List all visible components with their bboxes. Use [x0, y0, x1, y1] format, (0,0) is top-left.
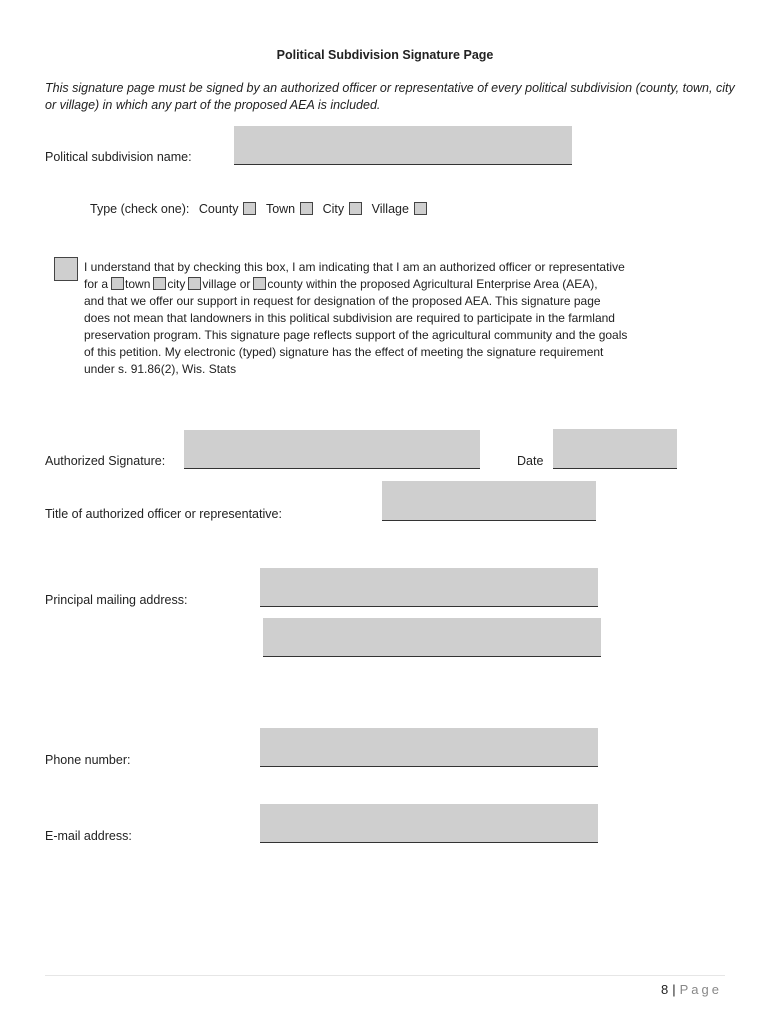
- date-field[interactable]: [553, 429, 677, 469]
- attestation-text: [84, 259, 674, 378]
- footer-divider: [45, 975, 725, 976]
- attestation-line-2: for a town city village or county within the proposed Agricultural Enterprise Area (AEA),: [84, 277, 598, 291]
- type-village-checkbox[interactable]: [414, 202, 427, 215]
- phone-field[interactable]: [260, 728, 598, 767]
- email-field[interactable]: [260, 804, 598, 843]
- attest-county-checkbox[interactable]: [253, 277, 266, 290]
- page-number-value: 8: [661, 982, 669, 997]
- attestation-line-1: I understand that by checking this box, I am indicating that I am an authorized officer or representative: [84, 260, 625, 274]
- attest-town-checkbox[interactable]: [111, 277, 124, 290]
- type-label: Type (check one):: [90, 202, 190, 216]
- page-title: Political Subdivision Signature Page: [276, 48, 494, 62]
- type-row: [90, 202, 427, 216]
- type-option-town-label: Town: [265, 202, 296, 216]
- officer-title-field[interactable]: [382, 481, 596, 521]
- attest-village-checkbox[interactable]: [188, 277, 201, 290]
- type-option-village-label: Village: [371, 202, 409, 216]
- mailing-address-field-2[interactable]: [263, 618, 601, 657]
- attestation-line-6: of this petition. My electronic (typed) signature has the effect of meeting the signature requirement: [84, 345, 604, 359]
- type-option-city-label: City: [322, 202, 345, 216]
- officer-title-label: Title of authorized officer or representative:: [45, 507, 282, 521]
- subdivision-name-field[interactable]: [234, 126, 572, 165]
- date-label: Date: [517, 454, 544, 468]
- page-number: [661, 982, 722, 997]
- type-option-county-label: County: [198, 202, 239, 216]
- page-word: Page: [679, 982, 722, 997]
- attest-city-checkbox[interactable]: [153, 277, 166, 290]
- signature-field[interactable]: [184, 430, 480, 469]
- attestation-checkbox[interactable]: [54, 257, 78, 281]
- type-county-checkbox[interactable]: [243, 202, 256, 215]
- type-town-checkbox[interactable]: [300, 202, 313, 215]
- attestation-line-7: under s. 91.86(2), Wis. Stats: [84, 362, 237, 376]
- phone-label: Phone number:: [45, 753, 131, 767]
- attestation-line-4: does not mean that landowners in this political subdivision are required to participate in the farmland: [84, 311, 615, 325]
- attestation-line-3: and that we offer our support in request for designation of the proposed AEA. This signature page: [84, 294, 601, 308]
- subdivision-name-label: Political subdivision name:: [45, 150, 192, 164]
- attestation-line-5: preservation program. This signature page reflects support of the agricultural community and the goals: [84, 328, 628, 342]
- page-separator: |: [672, 982, 676, 997]
- intro-text: This signature page must be signed by an authorized officer or representative of every political subdivision (county, town, city or village) in which any part of the proposed AEA is included.: [45, 81, 735, 112]
- email-label: E-mail address:: [45, 829, 132, 843]
- type-city-checkbox[interactable]: [349, 202, 362, 215]
- mailing-address-field-1[interactable]: [260, 568, 598, 607]
- signature-label: Authorized Signature:: [45, 454, 166, 468]
- mailing-address-label: Principal mailing address:: [45, 593, 188, 607]
